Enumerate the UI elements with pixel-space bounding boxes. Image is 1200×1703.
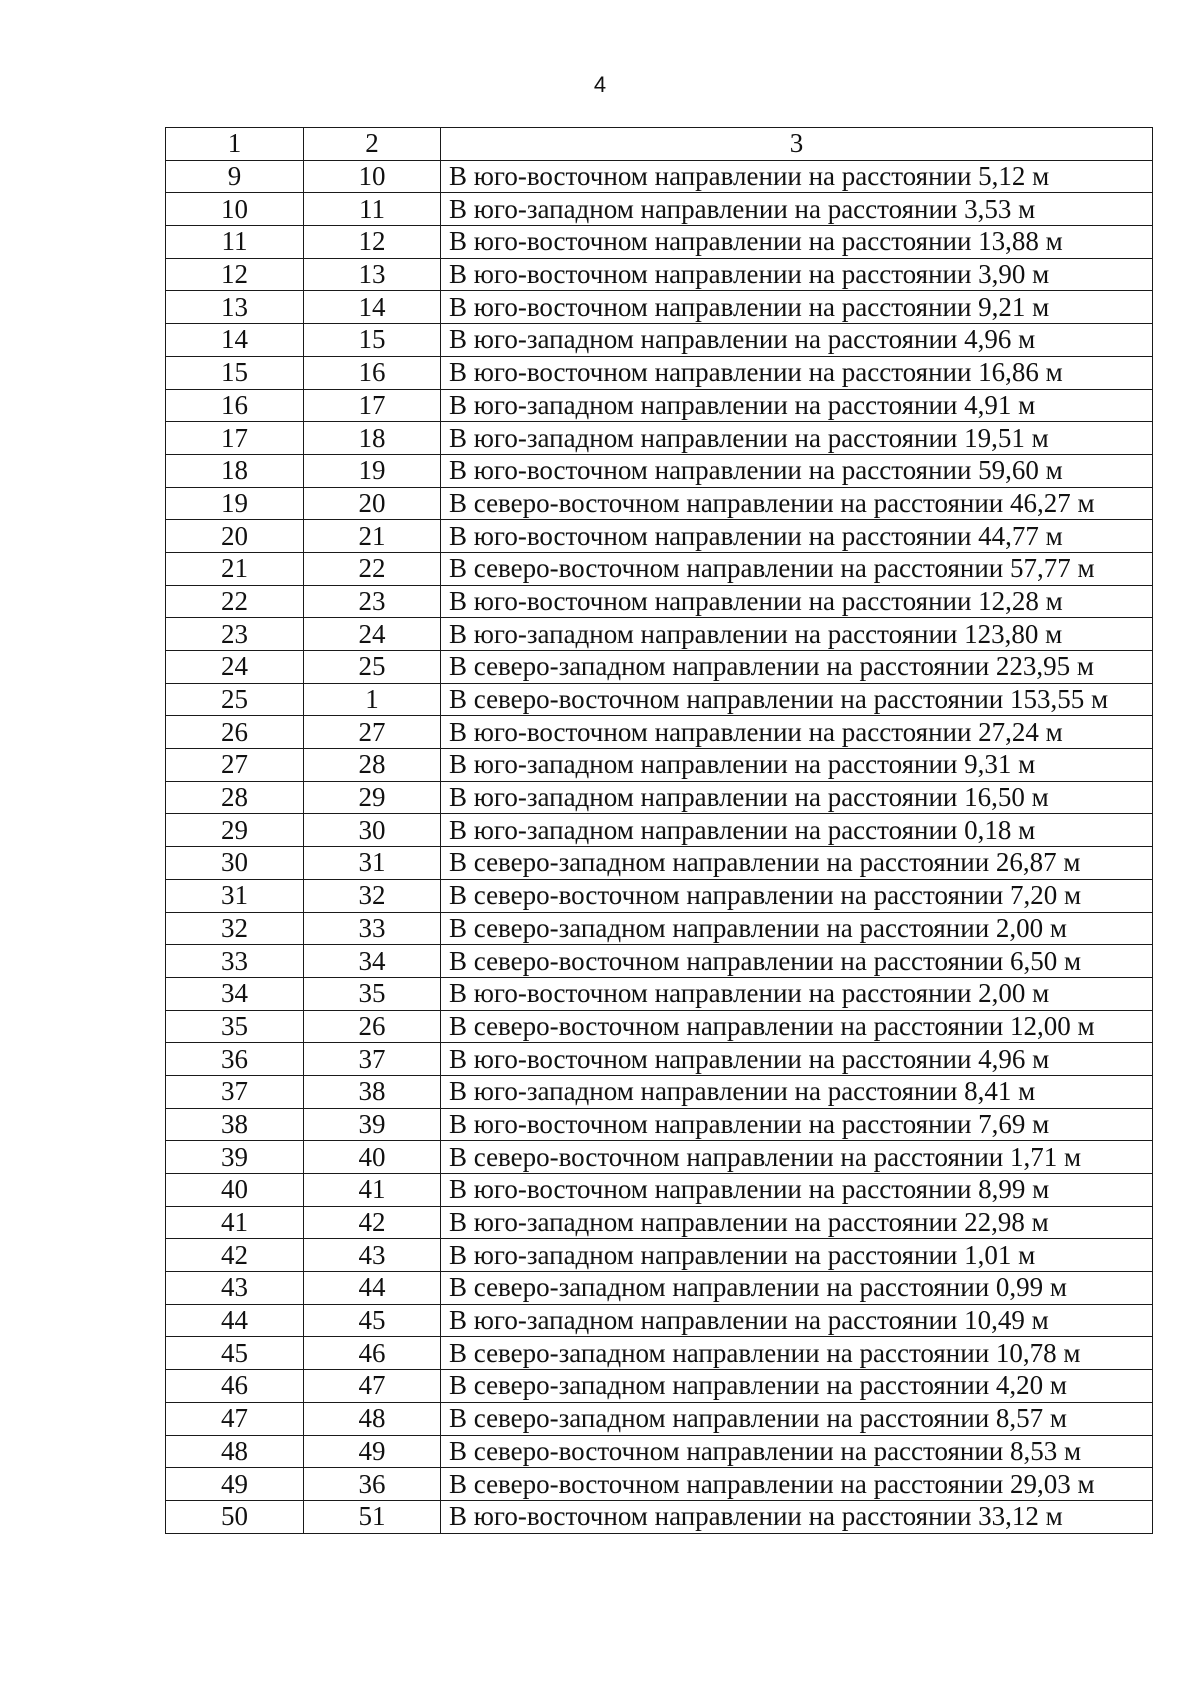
cell-from-point: 11 — [166, 226, 304, 259]
table-row — [166, 847, 1153, 880]
cell-to-point: 36 — [304, 1468, 441, 1501]
cell-direction-distance: В юго-западном направлении на расстоянии 16,50 м — [441, 781, 1153, 814]
table-row — [166, 1239, 1153, 1272]
cell-direction-distance: В северо-восточном направлении на расстоянии 1,71 м — [441, 1141, 1153, 1174]
cell-from-point: 47 — [166, 1402, 304, 1435]
cell-direction-distance: В юго-восточном направлении на расстоянии 44,77 м — [441, 520, 1153, 553]
cell-from-point: 22 — [166, 585, 304, 618]
cell-to-point: 44 — [304, 1272, 441, 1305]
cell-from-point: 39 — [166, 1141, 304, 1174]
cell-to-point: 43 — [304, 1239, 441, 1272]
table-header — [166, 128, 1153, 161]
table-row — [166, 879, 1153, 912]
cell-from-point: 34 — [166, 977, 304, 1010]
table-row — [166, 324, 1153, 357]
cell-to-point: 51 — [304, 1500, 441, 1533]
cell-to-point: 27 — [304, 716, 441, 749]
cell-direction-distance: В северо-западном направлении на расстоянии 0,99 м — [441, 1272, 1153, 1305]
cell-from-point: 18 — [166, 454, 304, 487]
cell-direction-distance: В северо-западном направлении на расстоянии 10,78 м — [441, 1337, 1153, 1370]
table-row — [166, 193, 1153, 226]
cell-from-point: 42 — [166, 1239, 304, 1272]
cell-to-point: 18 — [304, 422, 441, 455]
table-row — [166, 1337, 1153, 1370]
cell-to-point: 31 — [304, 847, 441, 880]
cell-direction-distance: В юго-восточном направлении на расстоянии 13,88 м — [441, 226, 1153, 259]
cell-to-point: 49 — [304, 1435, 441, 1468]
cell-to-point: 35 — [304, 977, 441, 1010]
cell-to-point: 38 — [304, 1075, 441, 1108]
cell-from-point: 40 — [166, 1174, 304, 1207]
cell-to-point: 37 — [304, 1043, 441, 1076]
cell-direction-distance: В северо-восточном направлении на расстоянии 6,50 м — [441, 945, 1153, 978]
cell-direction-distance: В юго-восточном направлении на расстоянии 4,96 м — [441, 1043, 1153, 1076]
table-row — [166, 1174, 1153, 1207]
table-row — [166, 1468, 1153, 1501]
cell-to-point: 26 — [304, 1010, 441, 1043]
cell-from-point: 21 — [166, 552, 304, 585]
table-row — [166, 618, 1153, 651]
table-row — [166, 912, 1153, 945]
cell-to-point: 39 — [304, 1108, 441, 1141]
cell-direction-distance: В юго-западном направлении на расстоянии 4,91 м — [441, 389, 1153, 422]
table-row — [166, 1500, 1153, 1533]
cell-direction-distance: В северо-восточном направлении на расстоянии 12,00 м — [441, 1010, 1153, 1043]
cell-to-point: 17 — [304, 389, 441, 422]
cell-to-point: 21 — [304, 520, 441, 553]
cell-direction-distance: В юго-западном направлении на расстоянии 123,80 м — [441, 618, 1153, 651]
cell-to-point: 12 — [304, 226, 441, 259]
cell-from-point: 23 — [166, 618, 304, 651]
cell-from-point: 44 — [166, 1304, 304, 1337]
boundary-points-table — [165, 127, 1153, 1534]
cell-from-point: 10 — [166, 193, 304, 226]
cell-direction-distance: В северо-западном направлении на расстоянии 8,57 м — [441, 1402, 1153, 1435]
cell-to-point: 15 — [304, 324, 441, 357]
cell-from-point: 30 — [166, 847, 304, 880]
table-row — [166, 945, 1153, 978]
cell-to-point: 20 — [304, 487, 441, 520]
cell-direction-distance: В юго-восточном направлении на расстоянии 2,00 м — [441, 977, 1153, 1010]
table-row — [166, 1043, 1153, 1076]
cell-from-point: 13 — [166, 291, 304, 324]
cell-from-point: 35 — [166, 1010, 304, 1043]
table-row — [166, 487, 1153, 520]
cell-direction-distance: В юго-западном направлении на расстоянии 9,31 м — [441, 749, 1153, 782]
cell-direction-distance: В северо-восточном направлении на расстоянии 153,55 м — [441, 683, 1153, 716]
cell-to-point: 22 — [304, 552, 441, 585]
table-row — [166, 1435, 1153, 1468]
cell-to-point: 41 — [304, 1174, 441, 1207]
cell-to-point: 24 — [304, 618, 441, 651]
cell-direction-distance: В юго-западном направлении на расстоянии 19,51 м — [441, 422, 1153, 455]
cell-direction-distance: В северо-восточном направлении на расстоянии 7,20 м — [441, 879, 1153, 912]
cell-from-point: 41 — [166, 1206, 304, 1239]
cell-direction-distance: В северо-восточном направлении на расстоянии 29,03 м — [441, 1468, 1153, 1501]
cell-from-point: 26 — [166, 716, 304, 749]
cell-from-point: 33 — [166, 945, 304, 978]
table-row — [166, 683, 1153, 716]
cell-from-point: 31 — [166, 879, 304, 912]
cell-to-point: 23 — [304, 585, 441, 618]
table-row — [166, 585, 1153, 618]
cell-to-point: 46 — [304, 1337, 441, 1370]
table-row — [166, 520, 1153, 553]
cell-from-point: 20 — [166, 520, 304, 553]
cell-direction-distance: В юго-восточном направлении на расстоянии 27,24 м — [441, 716, 1153, 749]
table-header-row — [166, 128, 1153, 161]
cell-from-point: 48 — [166, 1435, 304, 1468]
cell-direction-distance: В юго-восточном направлении на расстоянии 9,21 м — [441, 291, 1153, 324]
cell-to-point: 11 — [304, 193, 441, 226]
cell-from-point: 12 — [166, 258, 304, 291]
table-row — [166, 1370, 1153, 1403]
cell-direction-distance: В северо-западном направлении на расстоянии 2,00 м — [441, 912, 1153, 945]
cell-direction-distance: В юго-западном направлении на расстоянии 10,49 м — [441, 1304, 1153, 1337]
cell-to-point: 19 — [304, 454, 441, 487]
table-row — [166, 389, 1153, 422]
cell-direction-distance: В северо-западном направлении на расстоянии 4,20 м — [441, 1370, 1153, 1403]
cell-from-point: 38 — [166, 1108, 304, 1141]
cell-direction-distance: В юго-западном направлении на расстоянии 22,98 м — [441, 1206, 1153, 1239]
table-row — [166, 716, 1153, 749]
table-row — [166, 356, 1153, 389]
table-row — [166, 977, 1153, 1010]
table-row — [166, 1108, 1153, 1141]
cell-from-point: 14 — [166, 324, 304, 357]
column-header-to-point: 2 — [304, 128, 441, 161]
table-row — [166, 1075, 1153, 1108]
cell-to-point: 10 — [304, 160, 441, 193]
cell-direction-distance: В юго-восточном направлении на расстоянии 5,12 м — [441, 160, 1153, 193]
cell-direction-distance: В юго-восточном направлении на расстоянии 8,99 м — [441, 1174, 1153, 1207]
cell-from-point: 27 — [166, 749, 304, 782]
cell-direction-distance: В юго-западном направлении на расстоянии 3,53 м — [441, 193, 1153, 226]
cell-to-point: 13 — [304, 258, 441, 291]
cell-to-point: 16 — [304, 356, 441, 389]
cell-to-point: 48 — [304, 1402, 441, 1435]
cell-direction-distance: В юго-восточном направлении на расстоянии 12,28 м — [441, 585, 1153, 618]
cell-from-point: 29 — [166, 814, 304, 847]
cell-direction-distance: В северо-западном направлении на расстоянии 26,87 м — [441, 847, 1153, 880]
cell-to-point: 25 — [304, 651, 441, 684]
cell-direction-distance: В юго-восточном направлении на расстоянии 33,12 м — [441, 1500, 1153, 1533]
cell-to-point: 30 — [304, 814, 441, 847]
cell-direction-distance: В юго-восточном направлении на расстоянии 3,90 м — [441, 258, 1153, 291]
table-row — [166, 1010, 1153, 1043]
table-row — [166, 454, 1153, 487]
cell-direction-distance: В северо-восточном направлении на расстоянии 8,53 м — [441, 1435, 1153, 1468]
cell-from-point: 49 — [166, 1468, 304, 1501]
cell-to-point: 33 — [304, 912, 441, 945]
table-row — [166, 814, 1153, 847]
table-row — [166, 226, 1153, 259]
cell-from-point: 15 — [166, 356, 304, 389]
table-row — [166, 1402, 1153, 1435]
cell-direction-distance: В юго-западном направлении на расстоянии 4,96 м — [441, 324, 1153, 357]
cell-direction-distance: В юго-западном направлении на расстоянии 8,41 м — [441, 1075, 1153, 1108]
cell-to-point: 34 — [304, 945, 441, 978]
cell-to-point: 28 — [304, 749, 441, 782]
column-header-from-point: 1 — [166, 128, 304, 161]
column-header-description: 3 — [441, 128, 1153, 161]
cell-direction-distance: В юго-западном направлении на расстоянии 1,01 м — [441, 1239, 1153, 1272]
cell-from-point: 16 — [166, 389, 304, 422]
cell-direction-distance: В северо-восточном направлении на расстоянии 57,77 м — [441, 552, 1153, 585]
table-row — [166, 749, 1153, 782]
cell-from-point: 28 — [166, 781, 304, 814]
cell-from-point: 32 — [166, 912, 304, 945]
table-row — [166, 422, 1153, 455]
cell-from-point: 17 — [166, 422, 304, 455]
cell-from-point: 19 — [166, 487, 304, 520]
cell-from-point: 24 — [166, 651, 304, 684]
cell-from-point: 46 — [166, 1370, 304, 1403]
table-body — [166, 160, 1153, 1533]
table-row — [166, 1272, 1153, 1305]
table-row — [166, 258, 1153, 291]
cell-to-point: 32 — [304, 879, 441, 912]
cell-to-point: 45 — [304, 1304, 441, 1337]
cell-to-point: 42 — [304, 1206, 441, 1239]
table-row — [166, 291, 1153, 324]
table-row — [166, 552, 1153, 585]
page-number: 4 — [593, 72, 607, 97]
table-row — [166, 781, 1153, 814]
cell-from-point: 25 — [166, 683, 304, 716]
table-row — [166, 1206, 1153, 1239]
cell-direction-distance: В юго-восточном направлении на расстоянии 7,69 м — [441, 1108, 1153, 1141]
cell-to-point: 40 — [304, 1141, 441, 1174]
cell-to-point: 1 — [304, 683, 441, 716]
cell-direction-distance: В северо-восточном направлении на расстоянии 46,27 м — [441, 487, 1153, 520]
cell-from-point: 9 — [166, 160, 304, 193]
cell-direction-distance: В юго-восточном направлении на расстоянии 59,60 м — [441, 454, 1153, 487]
cell-from-point: 45 — [166, 1337, 304, 1370]
cell-from-point: 50 — [166, 1500, 304, 1533]
table-row — [166, 1304, 1153, 1337]
cell-direction-distance: В юго-восточном направлении на расстоянии 16,86 м — [441, 356, 1153, 389]
cell-direction-distance: В юго-западном направлении на расстоянии 0,18 м — [441, 814, 1153, 847]
cell-from-point: 43 — [166, 1272, 304, 1305]
table-row — [166, 651, 1153, 684]
table-row — [166, 160, 1153, 193]
cell-direction-distance: В северо-западном направлении на расстоянии 223,95 м — [441, 651, 1153, 684]
cell-to-point: 47 — [304, 1370, 441, 1403]
cell-to-point: 29 — [304, 781, 441, 814]
table-row — [166, 1141, 1153, 1174]
cell-from-point: 37 — [166, 1075, 304, 1108]
cell-to-point: 14 — [304, 291, 441, 324]
cell-from-point: 36 — [166, 1043, 304, 1076]
